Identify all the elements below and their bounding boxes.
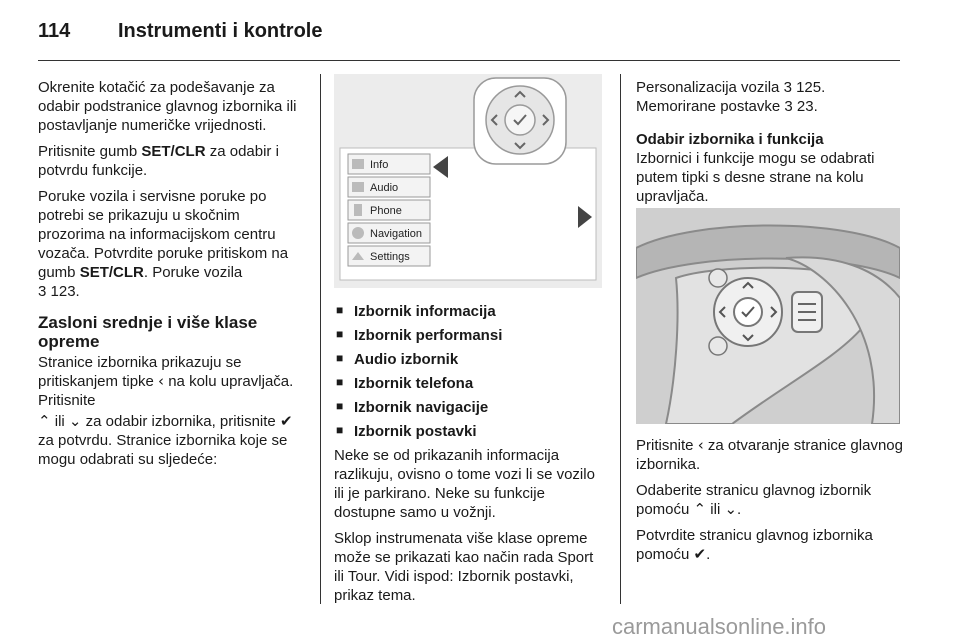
checkmark-icon: ✔: [279, 412, 293, 430]
paragraph: Pritisnite gumb SET/CLR za odabir i potvrdu funkcije.: [38, 143, 279, 179]
volume-rocker-icon: [792, 292, 822, 332]
display-menu-illustration: [334, 74, 602, 288]
list-item: ■ Izbornik performansi: [334, 326, 606, 345]
display-menu-figure: [334, 74, 602, 288]
cancel-button-icon: [709, 337, 727, 355]
list-item: ■ Izbornik informacija: [334, 302, 606, 321]
chevron-left-icon: ‹: [158, 372, 165, 390]
column-1: [38, 78, 308, 476]
paragraph: Odaberite stranicu glavnog izbornik pomoću ⌃ ili ⌄.: [636, 482, 872, 518]
svg-text:Audio: Audio: [370, 182, 399, 194]
svg-text:Phone: Phone: [370, 205, 402, 217]
paragraph: Poruke vozila i servisne poruke po potrebi se prikazuju u skočnim prozorima na informacijskom centru vozača. Potvrdite poruke pritiskom na gumb SET/CLR. Poruke vozila 3 123.: [38, 188, 289, 300]
header-rule: [38, 60, 900, 61]
audio-icon: [352, 182, 364, 192]
rocker-switch-icon: [474, 78, 566, 164]
menu-item-navigation: [348, 223, 430, 243]
column-divider-right: [620, 74, 621, 604]
paragraph: Neke se od prikazanih informacija razlikuju, ovisno o tome vozi li se vozilo ili je parkirano. Neke su funkcije dostupne samo u vožnji.: [334, 447, 595, 521]
page-reference: 3 123.: [38, 283, 80, 300]
page-reference: Personalizacija vozila 3 125.: [636, 79, 826, 96]
back-button-icon: [709, 269, 727, 287]
column-3-lower: [636, 436, 904, 571]
menu-item-settings: [348, 246, 430, 266]
svg-text:Info: Info: [370, 159, 389, 171]
watermark: carmanualsonline.info: [612, 614, 827, 639]
svg-text:Settings: Settings: [370, 251, 410, 263]
column-divider-left: [320, 74, 321, 604]
chevron-left-icon: ‹: [697, 436, 704, 454]
paragraph: Pritisnite ‹ za otvaranje stranice glavnog izbornika.: [636, 436, 903, 473]
list-item: ■ Izbornik telefona: [334, 374, 606, 393]
menu-item-phone: [348, 200, 430, 220]
menu-page-list: [334, 302, 606, 441]
paragraph: Okrenite kotačić za podešavanje za odabir podstranice glavnog izbornika ili postavljanje numeričke vrijednosti.: [38, 79, 297, 134]
chapter-title: Instrumenti i kontrole: [118, 20, 323, 42]
steering-wheel-illustration: [636, 208, 900, 424]
list-item: ■ Audio izbornik: [334, 350, 606, 369]
info-icon: [352, 159, 364, 169]
list-item: ■ Izbornik postavki: [334, 422, 606, 441]
menu-item-info: [348, 154, 430, 174]
menu-rocker-icon: [714, 278, 782, 346]
checkmark-icon: ✔: [693, 545, 707, 563]
menu-item-audio: [348, 177, 430, 197]
column-2: [334, 302, 606, 612]
chevron-down-icon: ⌄: [724, 500, 738, 518]
svg-text:Navigation: Navigation: [370, 228, 422, 240]
paragraph: ⌃ ili ⌄ za odabir izbornika, pritisnite ✔ za potvrdu. Stranice izbornika koje se mogu odabrati su sljedeće:: [38, 412, 293, 468]
steering-wheel-figure: [636, 208, 900, 424]
column-3: [636, 78, 904, 213]
chevron-down-icon: ⌄: [68, 412, 82, 430]
menu-list: [348, 154, 430, 266]
paragraph: Potvrdite stranicu glavnog izbornika pomoću ✔.: [636, 527, 873, 563]
list-item: ■ Izbornik navigacije: [334, 398, 606, 417]
navigation-icon: [352, 227, 364, 239]
paragraph: Stranice izbornika prikazuju se pritiskanjem tipke ‹ na kolu upravljača. Pritisnite: [38, 354, 294, 409]
chevron-up-icon: ⌃: [38, 412, 51, 430]
paragraph: Sklop instrumenata više klase opreme može se prikazati kao način rada Sport ili Tour. Vidi ispod: Izbornik postavki, prikaz tema.: [334, 530, 594, 604]
section-heading: Zasloni srednje i više klase opreme: [38, 313, 258, 351]
section-heading: Odabir izbornika i funkcija: [636, 131, 824, 148]
page-reference: Memorirane postavke 3 23.: [636, 98, 818, 115]
page-number: 114: [38, 20, 71, 42]
chevron-up-icon: ⌃: [693, 500, 707, 518]
paragraph: Izbornici i funkcije mogu se odabrati putem tipki s desne strane na kolu upravljača.: [636, 150, 875, 205]
phone-icon: [354, 204, 362, 216]
